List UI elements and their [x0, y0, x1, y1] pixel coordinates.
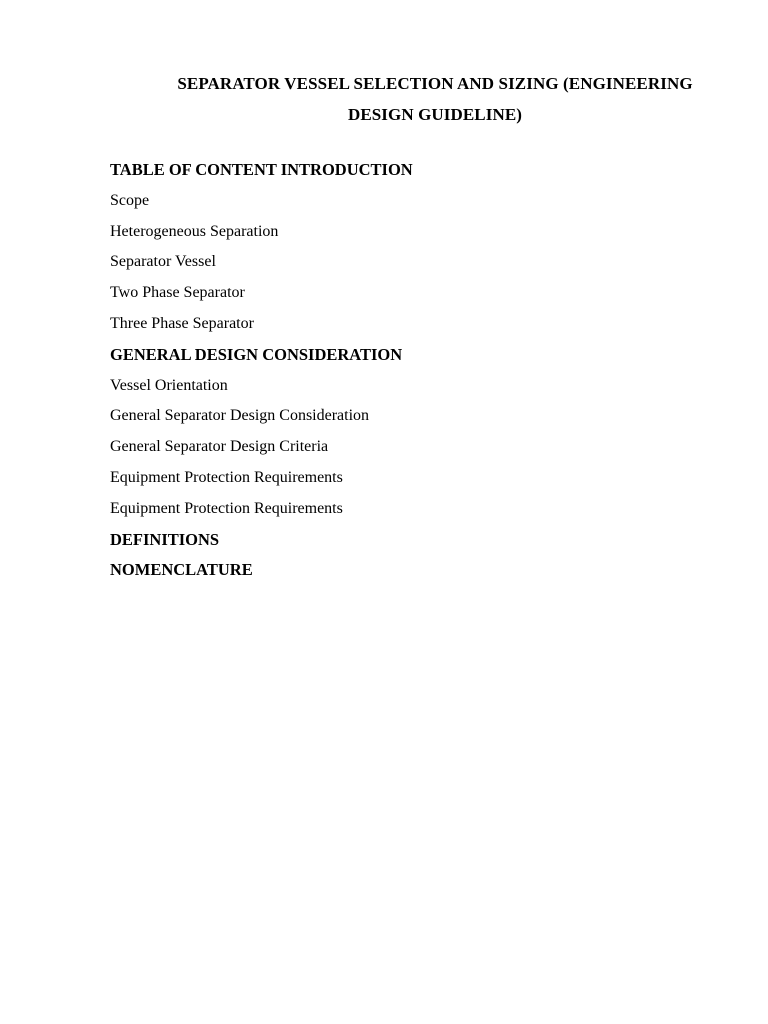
- document-title: [150, 68, 720, 130]
- toc-item-heterogeneous-separation: Heterogeneous Separation: [110, 222, 279, 240]
- toc-heading-nomenclature: NOMENCLATURE: [110, 560, 253, 580]
- toc-heading-introduction: TABLE OF CONTENT INTRODUCTION: [110, 160, 413, 179]
- toc-item-general-separator-design-criteria: General Separator Design Criteria: [110, 438, 329, 456]
- document-title-line-1: SEPARATOR VESSEL SELECTION AND SIZING (ENGINEERING: [177, 74, 693, 93]
- document-title-line-2: DESIGN GUIDELINE): [347, 105, 523, 124]
- toc-item-equipment-protection-requirements-2: Equipment Protection Requirements: [110, 499, 343, 517]
- toc-item-general-separator-design-consideration: General Separator Design Consideration: [110, 407, 370, 425]
- toc-item-equipment-protection-requirements: Equipment Protection Requirements: [110, 468, 343, 486]
- toc-item-two-phase-separator: Two Phase Separator: [110, 284, 245, 302]
- table-of-contents: [110, 155, 730, 586]
- toc-item-vessel-orientation: Vessel Orientation: [110, 376, 228, 394]
- toc-heading-definitions: DEFINITIONS: [110, 529, 220, 549]
- toc-item-separator-vessel: Separator Vessel: [110, 253, 216, 271]
- toc-item-scope: Scope: [110, 191, 150, 209]
- toc-heading-general-design-consideration: GENERAL DESIGN CONSIDERATION: [110, 344, 403, 364]
- toc-item-three-phase-separator: Three Phase Separator: [110, 314, 254, 332]
